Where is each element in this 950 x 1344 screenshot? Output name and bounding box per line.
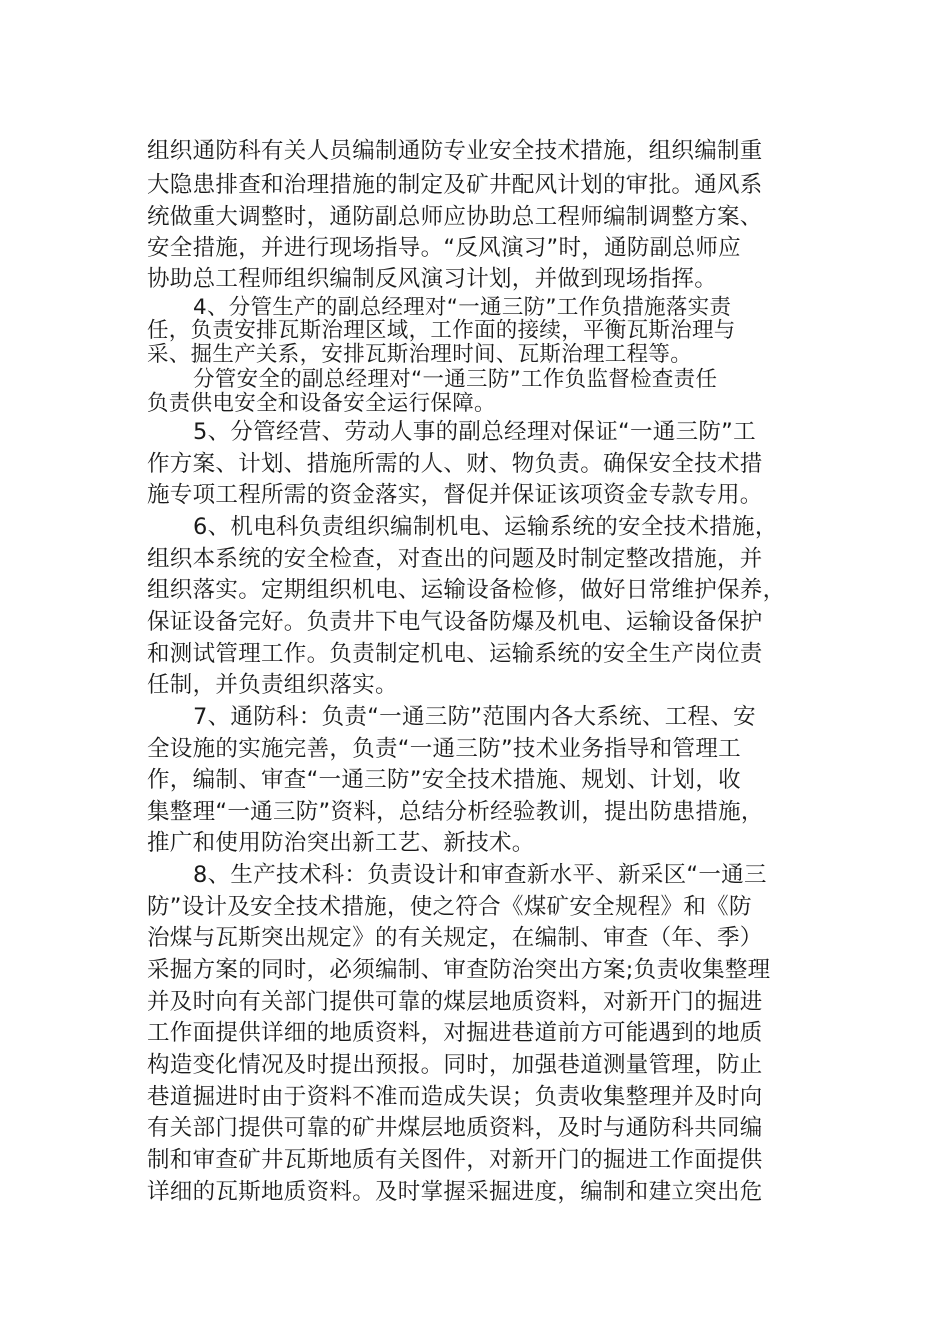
text-line: 统做重大调整时，通防副总师应协助总工程师编制调整方案、: [147, 204, 763, 230]
text-line: 8、生产技术科：负责设计和审查新水平、新采区“一通三: [193, 862, 767, 888]
text-line: 安全措施，并进行现场指导。“反风演习”时，通防副总师应: [147, 235, 741, 261]
text-line: 全设施的实施完善，负责“一通三防”技术业务指导和管理工: [147, 736, 741, 762]
text-line: 协助总工程师组织编制反风演习计划，并做到现场指挥。: [147, 266, 718, 292]
text-line: 和测试管理工作。负责制定机电、运输系统的安全生产岗位责: [147, 641, 763, 667]
text-line: 治煤与瓦斯突出规定》的有关规定，在编制、审查（年、季）: [147, 925, 763, 951]
text-line: 作，编制、审查“一通三防”安全技术措施、规划、计划，收: [147, 767, 741, 793]
text-line: 组织本系统的安全检查，对查出的问题及时制定整改措施，并: [147, 546, 763, 572]
text-line: 详细的瓦斯地质资料。及时掌握采掘进度，编制和建立突出危: [147, 1179, 763, 1205]
text-line: 施专项工程所需的资金落实，督促并保证该项资金专款专用。: [147, 482, 763, 508]
text-line: 巷道掘进时由于资料不准而造成失误；负责收集整理并及时向: [147, 1084, 763, 1110]
text-line: 保证设备完好。负责井下电气设备防爆及机电、运输设备保护: [147, 609, 763, 635]
text-line: 任制，并负责组织落实。: [147, 672, 398, 698]
text-line: 大隐患排查和治理措施的制定及矿井配风计划的审批。通风系: [147, 172, 763, 198]
text-line: 5、分管经营、劳动人事的副总经理对保证“一通三防”工: [193, 419, 756, 445]
text-line: 作方案、计划、措施所需的人、财、物负责。确保安全技术措: [147, 451, 763, 477]
text-line: 7、通防科：负责“一通三防”范围内各大系统、工程、安: [193, 704, 756, 730]
text-line: 组织落实。定期组织机电、运输设备检修，做好日常维护保养，: [147, 577, 786, 603]
text-line: 6、机电科负责组织编制机电、运输系统的安全技术措施，: [193, 514, 778, 540]
text-line: 负责供电安全和设备安全运行保障。: [147, 391, 496, 416]
text-line: 制和审查矿井瓦斯地质有关图件，对新开门的掘进工作面提供: [147, 1147, 763, 1173]
text-line: 推广和使用防治突出新工艺、新技术。: [147, 830, 535, 856]
text-line: 有关部门提供可靠的矿井煤层地质资料，及时与通防科共同编: [147, 1115, 763, 1141]
text-line: 集整理“一通三防”资料，总结分析经验教训，提出防患措施，: [147, 799, 764, 825]
text-line: 并及时向有关部门提供可靠的煤层地质资料，对新开门的掘进: [147, 989, 763, 1015]
text-line: 采、掘生产关系，安排瓦斯治理时间、瓦斯治理工程等。: [147, 342, 693, 367]
text-line: 组织通防科有关人员编制通防专业安全技术措施，组织编制重: [147, 138, 763, 164]
text-line: 构造变化情况及时提出预报。同时，加强巷道测量管理，防止: [147, 1052, 763, 1078]
text-line: 工作面提供详细的地质资料，对掘进巷道前方可能遇到的地质: [147, 1020, 763, 1046]
text-line: 分管安全的副总经理对“一通三防”工作负监督检查责任: [193, 367, 718, 392]
text-line: 采掘方案的同时，必须编制、审查防治突出方案;负责收集整理: [147, 957, 771, 983]
text-line: 防”设计及安全技术措施，使之符合《煤矿安全规程》和《防: [147, 894, 752, 920]
text-line: 4、分管生产的副总经理对“一通三防”工作负措施落实责: [193, 295, 732, 320]
text-line: 任，负责安排瓦斯治理区域，工作面的接续，平衡瓦斯治理与: [147, 318, 736, 343]
